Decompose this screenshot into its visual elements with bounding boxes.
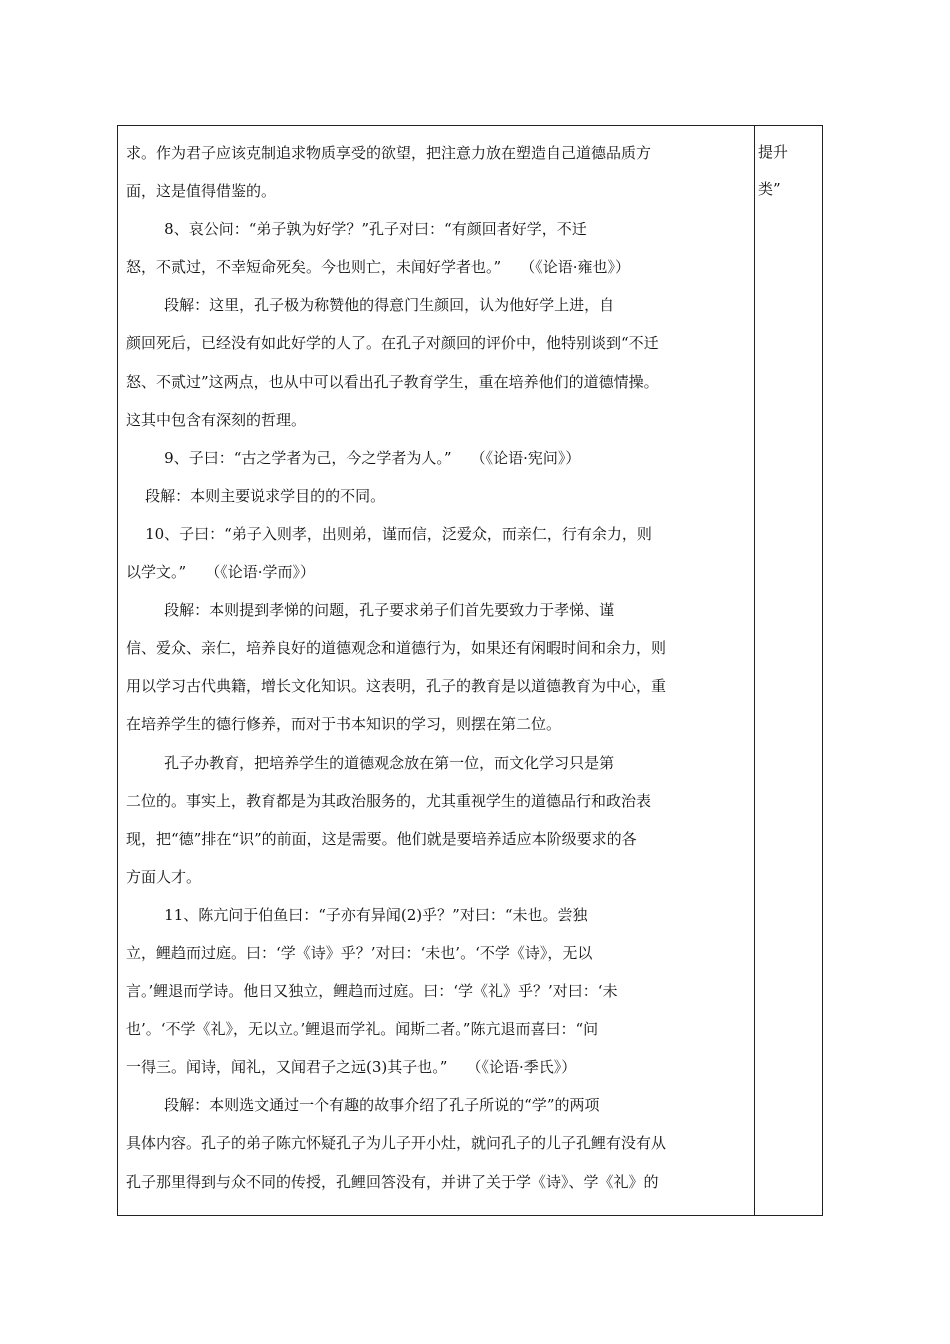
text-line: 用以学习古代典籍，增长文化知识。这表明，孔子的教育是以道德教育为中心，重 (126, 677, 667, 696)
text-line: 段解：本则主要说求学目的的不同。 (126, 486, 386, 505)
side-category-cell (758, 126, 822, 208)
text-line: 段解：本则选文通过一个有趣的故事介绍了孔子所说的“学”的两项 (126, 1096, 600, 1115)
text-line: 段解：这里，孔子极为称赞他的得意门生颜回，认为他好学上进，自 (126, 296, 615, 315)
content-table (117, 125, 823, 1216)
side-text-line: 提升 (758, 143, 789, 161)
side-text-line: 类” (758, 180, 781, 198)
text-line: 信、爱众、亲仁，培养良好的道德观念和道德行为，如果还有闲暇时间和余力，则 (126, 639, 667, 658)
text-line: 怒、不贰过”这两点，也从中可以看出孔子教育学生，重在培养他们的道德情操。 (126, 372, 659, 391)
main-text-cell (126, 126, 750, 1201)
text-line: 怒，不贰过，不幸短命死矣。今也则亡，未闻好学者也。” （《论语·雍也》） (126, 258, 631, 277)
text-line: 求。作为君子应该克制追求物质享受的欲望，把注意力放在塑造自己道德品质方 (126, 144, 652, 162)
text-line: 具体内容。孔子的弟子陈亢怀疑孔子为儿子开小灶，就问孔子的儿子孔鲤有没有从 (126, 1134, 667, 1153)
text-line: 这其中包含有深刻的哲理。 (126, 410, 307, 429)
text-line: 段解：本则提到孝悌的问题，孔子要求弟子们首先要致力于孝悌、谨 (126, 601, 615, 620)
text-line: 言。’鲤退而学诗。他日又独立，鲤趋而过庭。曰：‘学《礼》乎？’对曰：‘未 (126, 982, 618, 1001)
text-line: 也’。‘不学《礼》，无以立。’鲤退而学礼。闻斯二者。”陈亢退而喜曰：“问 (126, 1020, 599, 1039)
text-line: 面，这是值得借鉴的。 (126, 182, 277, 201)
text-line: 8、哀公问：“弟子孰为好学？”孔子对曰：“有颜回者好学，不迁 (126, 220, 587, 239)
text-line: 孔子办教育，把培养学生的道德观念放在第一位，而文化学习只是第 (126, 753, 615, 772)
text-line: 以学文。” （《论语·学而》） (126, 563, 316, 582)
text-line: 11、陈亢问于伯鱼曰：“子亦有异闻(2)乎？”对曰：“未也。尝独 (126, 905, 588, 924)
text-line: 方面人才。 (126, 867, 202, 886)
text-line: 立，鲤趋而过庭。曰：‘学《诗》乎？’对曰：‘未也’。‘不学《诗》，无以 (126, 943, 593, 962)
text-line: 颜回死后，已经没有如此好学的人了。在孔子对颜回的评价中，他特别谈到“不迁 (126, 334, 659, 353)
text-line: 孔子那里得到与众不同的传授，孔鲤回答没有，并讲了关于学《诗》、学《礼》的 (126, 1172, 659, 1191)
text-line: 一得三。闻诗，闻礼，又闻君子之远(3)其子也。” （《论语·季氏》） (126, 1058, 577, 1077)
text-line: 在培养学生的德行修养，而对于书本知识的学习，则摆在第二位。 (126, 715, 562, 734)
column-divider (754, 126, 755, 1215)
text-line: 10、子曰：“弟子入则孝，出则弟，谨而信，泛爱众，而亲仁，行有余力，则 (126, 524, 652, 543)
text-line: 二位的。事实上，教育都是为其政治服务的，尤其重视学生的道德品行和政治表 (126, 791, 652, 810)
text-line: 9、子曰：“古之学者为己，今之学者为人。” （《论语·宪问》） (126, 448, 581, 467)
text-line: 现，把“德”排在“识”的前面，这是需要。他们就是要培养适应本阶级要求的各 (126, 829, 637, 848)
